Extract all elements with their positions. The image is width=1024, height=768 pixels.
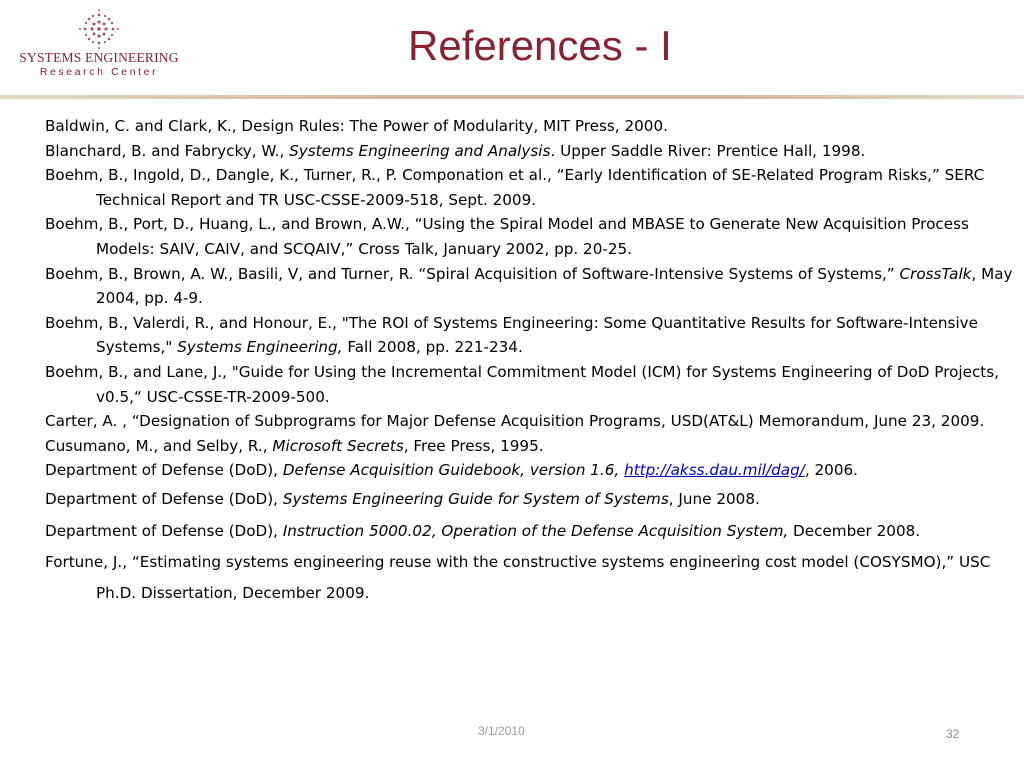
reference-italic-text: Instruction 5000.02, Operation of the Defense Acquisition System, — [282, 521, 789, 540]
reference-italic-text: Systems Engineering, — [177, 338, 343, 357]
reference-item-boehm-2008 — [45, 311, 1015, 360]
page-title: References - I — [408, 22, 672, 69]
reference-item-boehm-2004 — [45, 262, 1015, 311]
reference-text: , 2006. — [804, 461, 858, 480]
reference-italic-text: Systems Engineering Guide for System of Systems — [282, 489, 669, 508]
reference-item-fortune — [45, 547, 1015, 609]
reference-text: , May 2004, pp. 4-9. — [96, 264, 1013, 308]
reference-text: Boehm, B., Valerdi, R., and Honour, E., "The ROI of Systems Engineering: Some Quantitative Results for Software-Intensive Systems," — [45, 313, 978, 357]
reference-text: Boehm, B., and Lane, J., "Guide for Using the Incremental Commitment Model (ICM) for Systems Engineering of DoD Projects, v0.5,“ USC-CSSE-TR-2009-500. — [45, 362, 1000, 406]
reference-item-carter — [45, 409, 1015, 434]
reference-text: Boehm, B., Brown, A. W., Basili, V, and Turner, R. “Spiral Acquisition of Software-Intensive Systems of Systems,” — [45, 264, 900, 283]
reference-list — [45, 114, 1015, 609]
reference-text: Department of Defense (DoD), — [45, 489, 283, 508]
page-number: 32 — [946, 727, 960, 741]
reference-text: Cusumano, M., and Selby, R., — [45, 436, 273, 455]
reference-text: , Free Press, 1995. — [403, 436, 544, 455]
reference-text: Boehm, B., Port, D., Huang, L., and Brown, A.W., “Using the Spiral Model and MBASE to Generate New Acquisition Process Models: SAIV, CAIV, and SCQAIV,” Cross Talk, January 2002, pp. 20-25. — [45, 215, 969, 258]
reference-item-blanchard — [45, 139, 1015, 164]
reference-text: Fortune, J., “Estimating systems engineering reuse with the constructive systems engineering cost model (COSYSMO),” USC Ph.D. Dissertation, December 2009. — [45, 552, 991, 602]
reference-text: Department of Defense (DoD), — [45, 521, 283, 540]
reference-item-dod-guidebook — [45, 458, 1015, 483]
reference-item-boehm-lane — [45, 360, 1015, 409]
serc-starburst-icon — [78, 8, 120, 50]
reference-text: Department of Defense (DoD), — [45, 461, 283, 480]
reference-link[interactable] — [624, 461, 805, 479]
reference-link-text[interactable]: http://akss.dau.mil/dag/ — [624, 461, 805, 480]
reference-text: Carter, A. , “Designation of Subprograms for Major Defense Acquisition Programs, USD(AT&L) Memorandum, June 23, 2009. — [45, 412, 985, 431]
reference-item-dod-sos — [45, 487, 1015, 512]
logo-title: SYSTEMS ENGINEERING — [19, 50, 179, 65]
reference-italic-text: Systems Engineering and Analysis — [289, 141, 551, 160]
logo-subtitle: Research Center — [39, 66, 159, 78]
reference-italic-text: Microsoft Secrets — [272, 436, 404, 455]
reference-text: . Upper Saddle River: Prentice Hall, 1998. — [550, 141, 866, 160]
reference-text: Fall 2008, pp. 221-234. — [342, 338, 523, 357]
reference-item-cusumano — [45, 434, 1015, 459]
serc-logo — [6, 6, 192, 78]
reference-item-dod-5000 — [45, 516, 1015, 547]
reference-text: Boehm, B., Ingold, D., Dangle, K., Turner, R., P. Componation et al., “Early Identification of SE-Related Program Risks,” SERC Technical Report and TR USC-CSSE-2009-518, Sept. 2009. — [45, 166, 985, 209]
reference-text: Baldwin, C. and Clark, K., Design Rules: The Power of Modularity, MIT Press, 2000. — [45, 117, 668, 135]
footer-date: 3/1/2010 — [478, 724, 525, 738]
reference-item-boehm-2002 — [45, 212, 1015, 261]
reference-italic-text: CrossTalk — [899, 264, 972, 283]
reference-italic-text: Defense Acquisition Guidebook, version 1.6, — [282, 461, 625, 480]
reference-text: Blanchard, B. and Fabrycky, W., — [45, 141, 290, 160]
reference-item-boehm-2009 — [45, 163, 1015, 212]
reference-item-baldwin — [45, 114, 1015, 139]
reference-text: December 2008. — [788, 521, 921, 540]
header-divider — [0, 95, 1024, 99]
reference-text: , June 2008. — [668, 489, 760, 508]
